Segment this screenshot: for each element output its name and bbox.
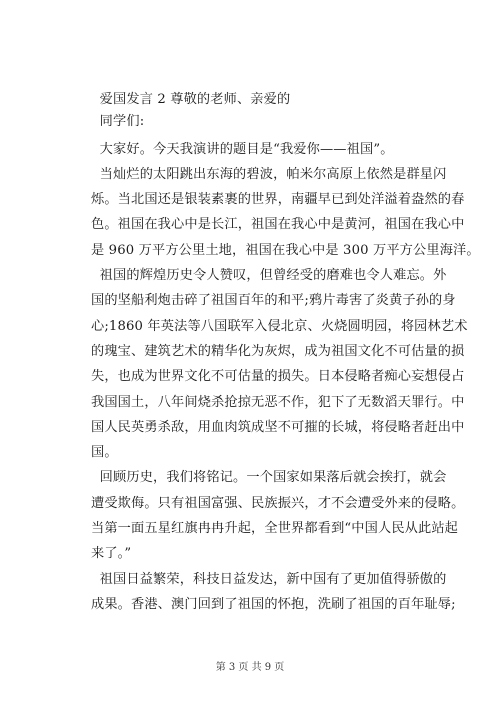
- text-line: 来了。”: [91, 546, 132, 562]
- text-line: 我国国土，八年间烧杀抢掠无恶不作，犯下了无数滔天罪行。中: [91, 394, 465, 410]
- body-text: [91, 86, 480, 617]
- text-line: 遭受欺侮。只有祖国富强、民族振兴，才不会遭受外来的侵略。: [91, 495, 465, 511]
- text-line: 失，也成为世界文化不可估量的损失。日本侵略者痴心妄想侵占: [91, 369, 465, 385]
- text-line: 同学们:: [91, 114, 145, 130]
- text-line: 色。祖国在我心中是长江，祖国在我心中是黄河，祖国在我心中: [91, 217, 465, 233]
- text-line: 爱国发言 2 尊敬的老师、亲爱的: [91, 92, 291, 107]
- text-line: 国人民英勇杀敌，用血肉筑成坚不可摧的长城，将侵略者赶出中: [91, 419, 465, 435]
- text-line: 心;1860 年英法等八国联军入侵北京、火烧圆明园，将园林艺术: [91, 318, 468, 334]
- text-line: 国。: [91, 445, 118, 461]
- text-line: 祖国日益繁荣，科技日益发达，新中国有了更加值得骄傲的: [91, 571, 447, 587]
- text-line: 回顾历史，我们将铭记。一个国家如果落后就会挨打，就会: [91, 470, 447, 486]
- text-line: 烁。当北国还是银装素裹的世界，南疆早已到处洋溢着盎然的春: [91, 192, 465, 208]
- page-number-footer: 第 3 页 共 9 页: [215, 662, 285, 673]
- text-line: 的瑰宝、建筑艺术的精华化为灰烬，成为祖国文化不可估量的损: [91, 343, 465, 359]
- text-line: 当第一面五星红旗冉冉升起，全世界都看到“中国人民从此站起: [91, 521, 459, 537]
- text-line: 成果。香港、澳门回到了祖国的怀抱，洗刷了祖国的百年耻辱;: [91, 596, 456, 612]
- text-line: 大家好。今天我演讲的题目是“我爱你——祖国”。: [91, 141, 394, 157]
- text-line: 祖国的辉煌历史令人赞叹，但曾经受的磨难也令人难忘。外: [91, 268, 447, 284]
- text-line: 当灿烂的太阳跳出东海的碧波，帕米尔高原上依然是群星闪: [91, 166, 447, 182]
- text-line: 是 960 万平方公里土地，祖国在我心中是 300 万平方公里海洋。: [91, 242, 480, 258]
- text-line: 国的坚船利炮击碎了祖国百年的和平;鸦片毒害了炎黄子孙的身: [91, 293, 456, 309]
